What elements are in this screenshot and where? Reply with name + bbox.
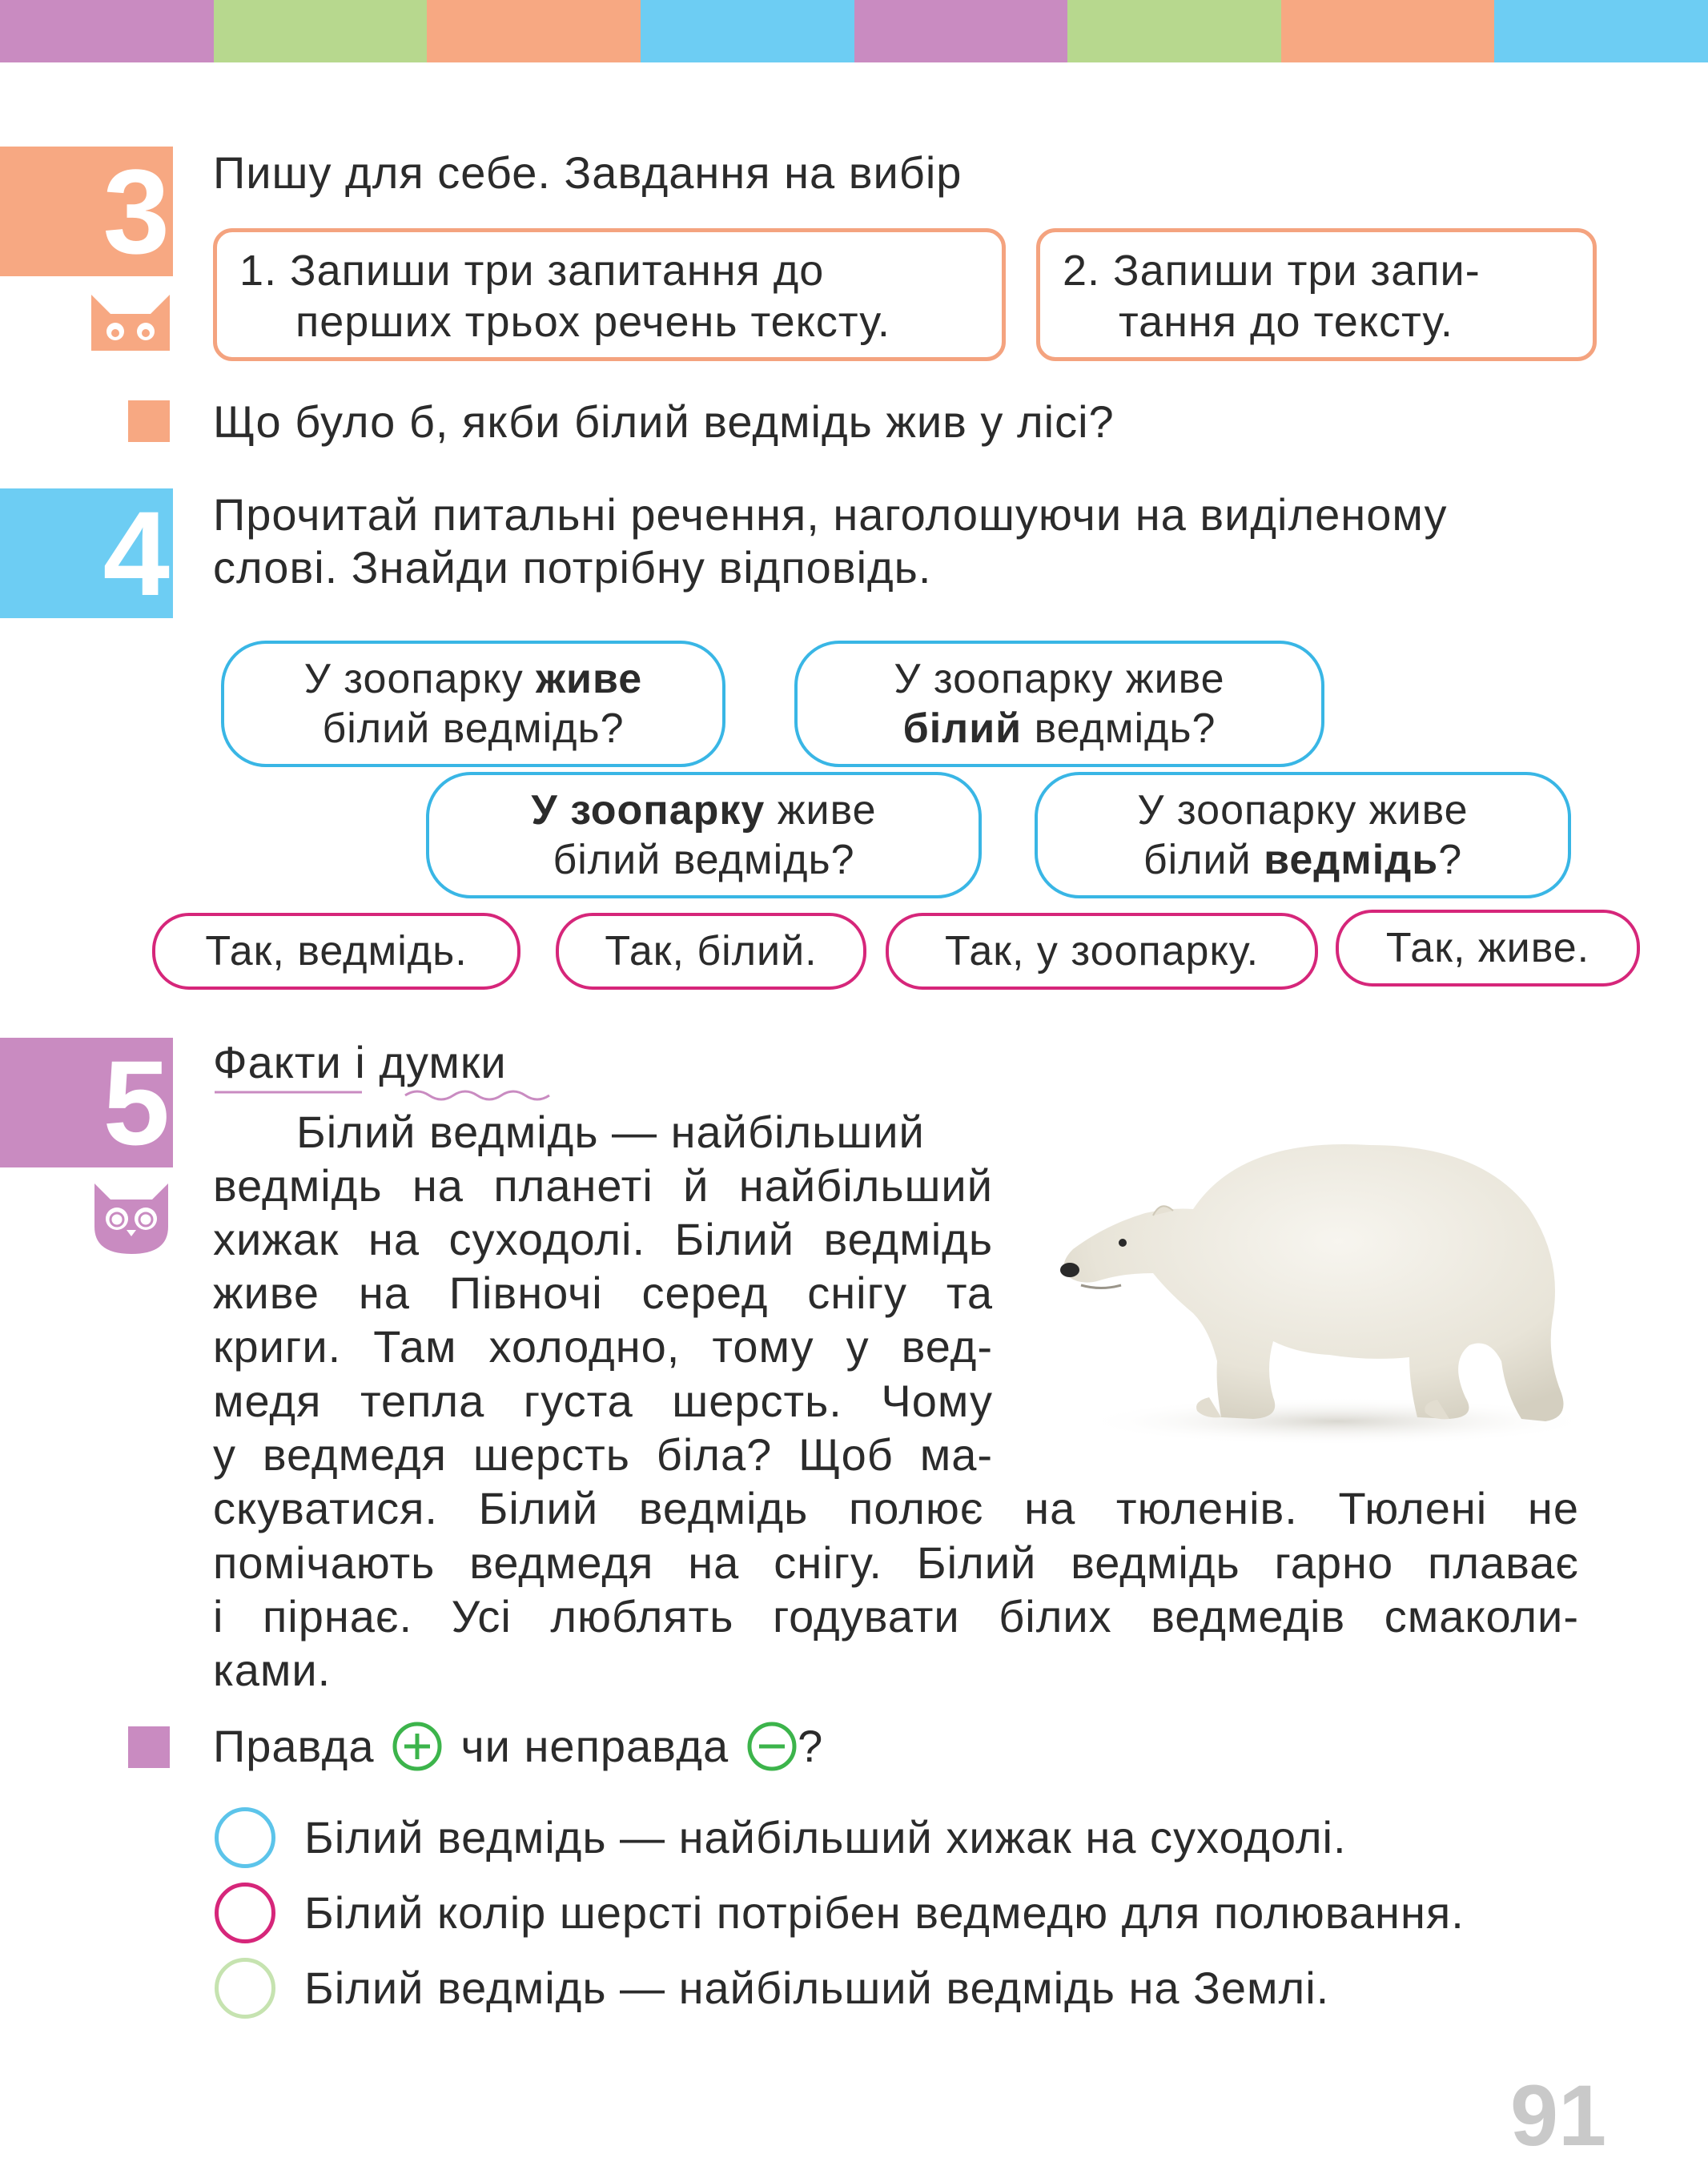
fact-text-line: Білий ведмідь — найбільший: [296, 1107, 925, 1157]
minus-circle-icon: [746, 1721, 798, 1772]
question-mark: ?: [798, 1721, 824, 1771]
false-label: чи неправда: [460, 1721, 729, 1771]
bubble-3-line-1: У зоопарку живе: [531, 787, 877, 834]
stripe-segment: [854, 0, 1068, 62]
polar-bear-image: [1033, 1121, 1602, 1457]
bubble-4-line-2: білий ведмідь?: [1143, 837, 1463, 883]
answer-circle-3[interactable]: [215, 1958, 275, 2019]
task-3-title: Пишу для себе. Завдання на вибір: [213, 147, 963, 198]
task-4-instruction-line-1: Прочитай питальні речення, наголошуючи на виділеному: [213, 489, 1448, 540]
task-5-number: 5: [0, 1038, 173, 1167]
answer-option-2[interactable]: Так, білий.: [556, 913, 866, 990]
owl-icon: [90, 1182, 173, 1256]
task-3-option-2[interactable]: [1036, 228, 1597, 361]
bubble-1-line-2: білий ведмідь?: [322, 705, 625, 752]
answer-option-1[interactable]: Так, ведмідь.: [152, 913, 520, 990]
fact-text-line: живе на Півночі серед снігу та: [213, 1268, 993, 1318]
stripe-segment: [214, 0, 428, 62]
task-5-question-marker: [128, 1726, 170, 1768]
fact-text-line: скуватися. Білий ведмідь полює на тюленів. Тюлені не: [213, 1483, 1579, 1533]
fact-text-line: у ведмедя шерсть біла? Щоб ма-: [213, 1429, 993, 1480]
stripe-segment: [0, 0, 214, 62]
option-1-line-2: перших трьох речень тексту.: [295, 298, 890, 346]
answer-option-3[interactable]: Так, у зоопарку.: [886, 913, 1318, 990]
stripe-segment: [1494, 0, 1708, 62]
fact-text-line: помічають ведмедя на снігу. Білий ведмідь гарно плаває: [213, 1537, 1579, 1588]
answer-circle-1[interactable]: [215, 1807, 275, 1868]
question-bubble-2[interactable]: [794, 641, 1324, 767]
title-underline: [213, 1086, 565, 1105]
task-3-number: 3: [0, 147, 173, 276]
task-5-title: Факти і думки: [213, 1037, 507, 1087]
fact-text-line: хижак на суходолі. Білий ведмідь: [213, 1214, 993, 1264]
statement-2: Білий колір шерсті потрібен ведмедю для полювання.: [304, 1887, 1465, 1938]
fact-text-line: ками.: [213, 1645, 332, 1695]
bubble-2-line-2: білий ведмідь?: [902, 705, 1216, 752]
question-bubble-3[interactable]: [426, 772, 982, 898]
option-2-line-2: тання до тексту.: [1119, 298, 1453, 346]
stripe-segment: [1281, 0, 1495, 62]
stripe-segment: [427, 0, 641, 62]
task-4-instruction-line-2: слові. Знайди потрібну відповідь.: [213, 542, 932, 593]
bubble-3-line-2: білий ведмідь?: [553, 837, 855, 883]
task-3-question: Що було б, якби білий ведмідь жив у лісі?: [213, 396, 1115, 447]
task-3-question-marker: [128, 400, 170, 442]
cat-icon: [88, 290, 173, 352]
answer-circle-2[interactable]: [215, 1883, 275, 1943]
bubble-2-line-1: У зоопарку живе: [894, 656, 1225, 702]
task-3-option-1[interactable]: [213, 228, 1006, 361]
fact-text-line: медя тепла густа шерсть. Чому: [213, 1376, 993, 1426]
top-color-stripe: [0, 0, 1708, 62]
question-bubble-1[interactable]: [221, 641, 725, 767]
option-2-line-1: 2. Запиши три запи-: [1063, 247, 1481, 295]
fact-text-line: криги. Там холодно, тому у вед-: [213, 1321, 993, 1372]
true-false-prompt: [213, 1720, 823, 1773]
fact-text-line: ведмідь на планеті й найбільший: [213, 1160, 993, 1211]
bubble-1-line-1: У зоопарку живе: [303, 656, 643, 702]
page-number: 91: [1510, 2067, 1607, 2164]
stripe-segment: [1067, 0, 1281, 62]
task-4-number: 4: [0, 488, 173, 618]
stripe-segment: [641, 0, 854, 62]
true-label: Правда: [213, 1721, 375, 1771]
statement-1: Білий ведмідь — найбільший хижак на суходолі.: [304, 1812, 1347, 1863]
bubble-4-line-1: У зоопарку живе: [1137, 787, 1469, 834]
option-1-line-1: 1. Запиши три запитання до: [239, 247, 825, 295]
fact-text-line: і пірнає. Усі люблять годувати білих ведмедів смаколи-: [213, 1591, 1579, 1642]
answer-option-4[interactable]: Так, живе.: [1336, 910, 1640, 987]
question-bubble-4[interactable]: [1035, 772, 1571, 898]
plus-circle-icon: [392, 1721, 443, 1772]
statement-3: Білий ведмідь — найбільший ведмідь на Землі.: [304, 1963, 1330, 2013]
